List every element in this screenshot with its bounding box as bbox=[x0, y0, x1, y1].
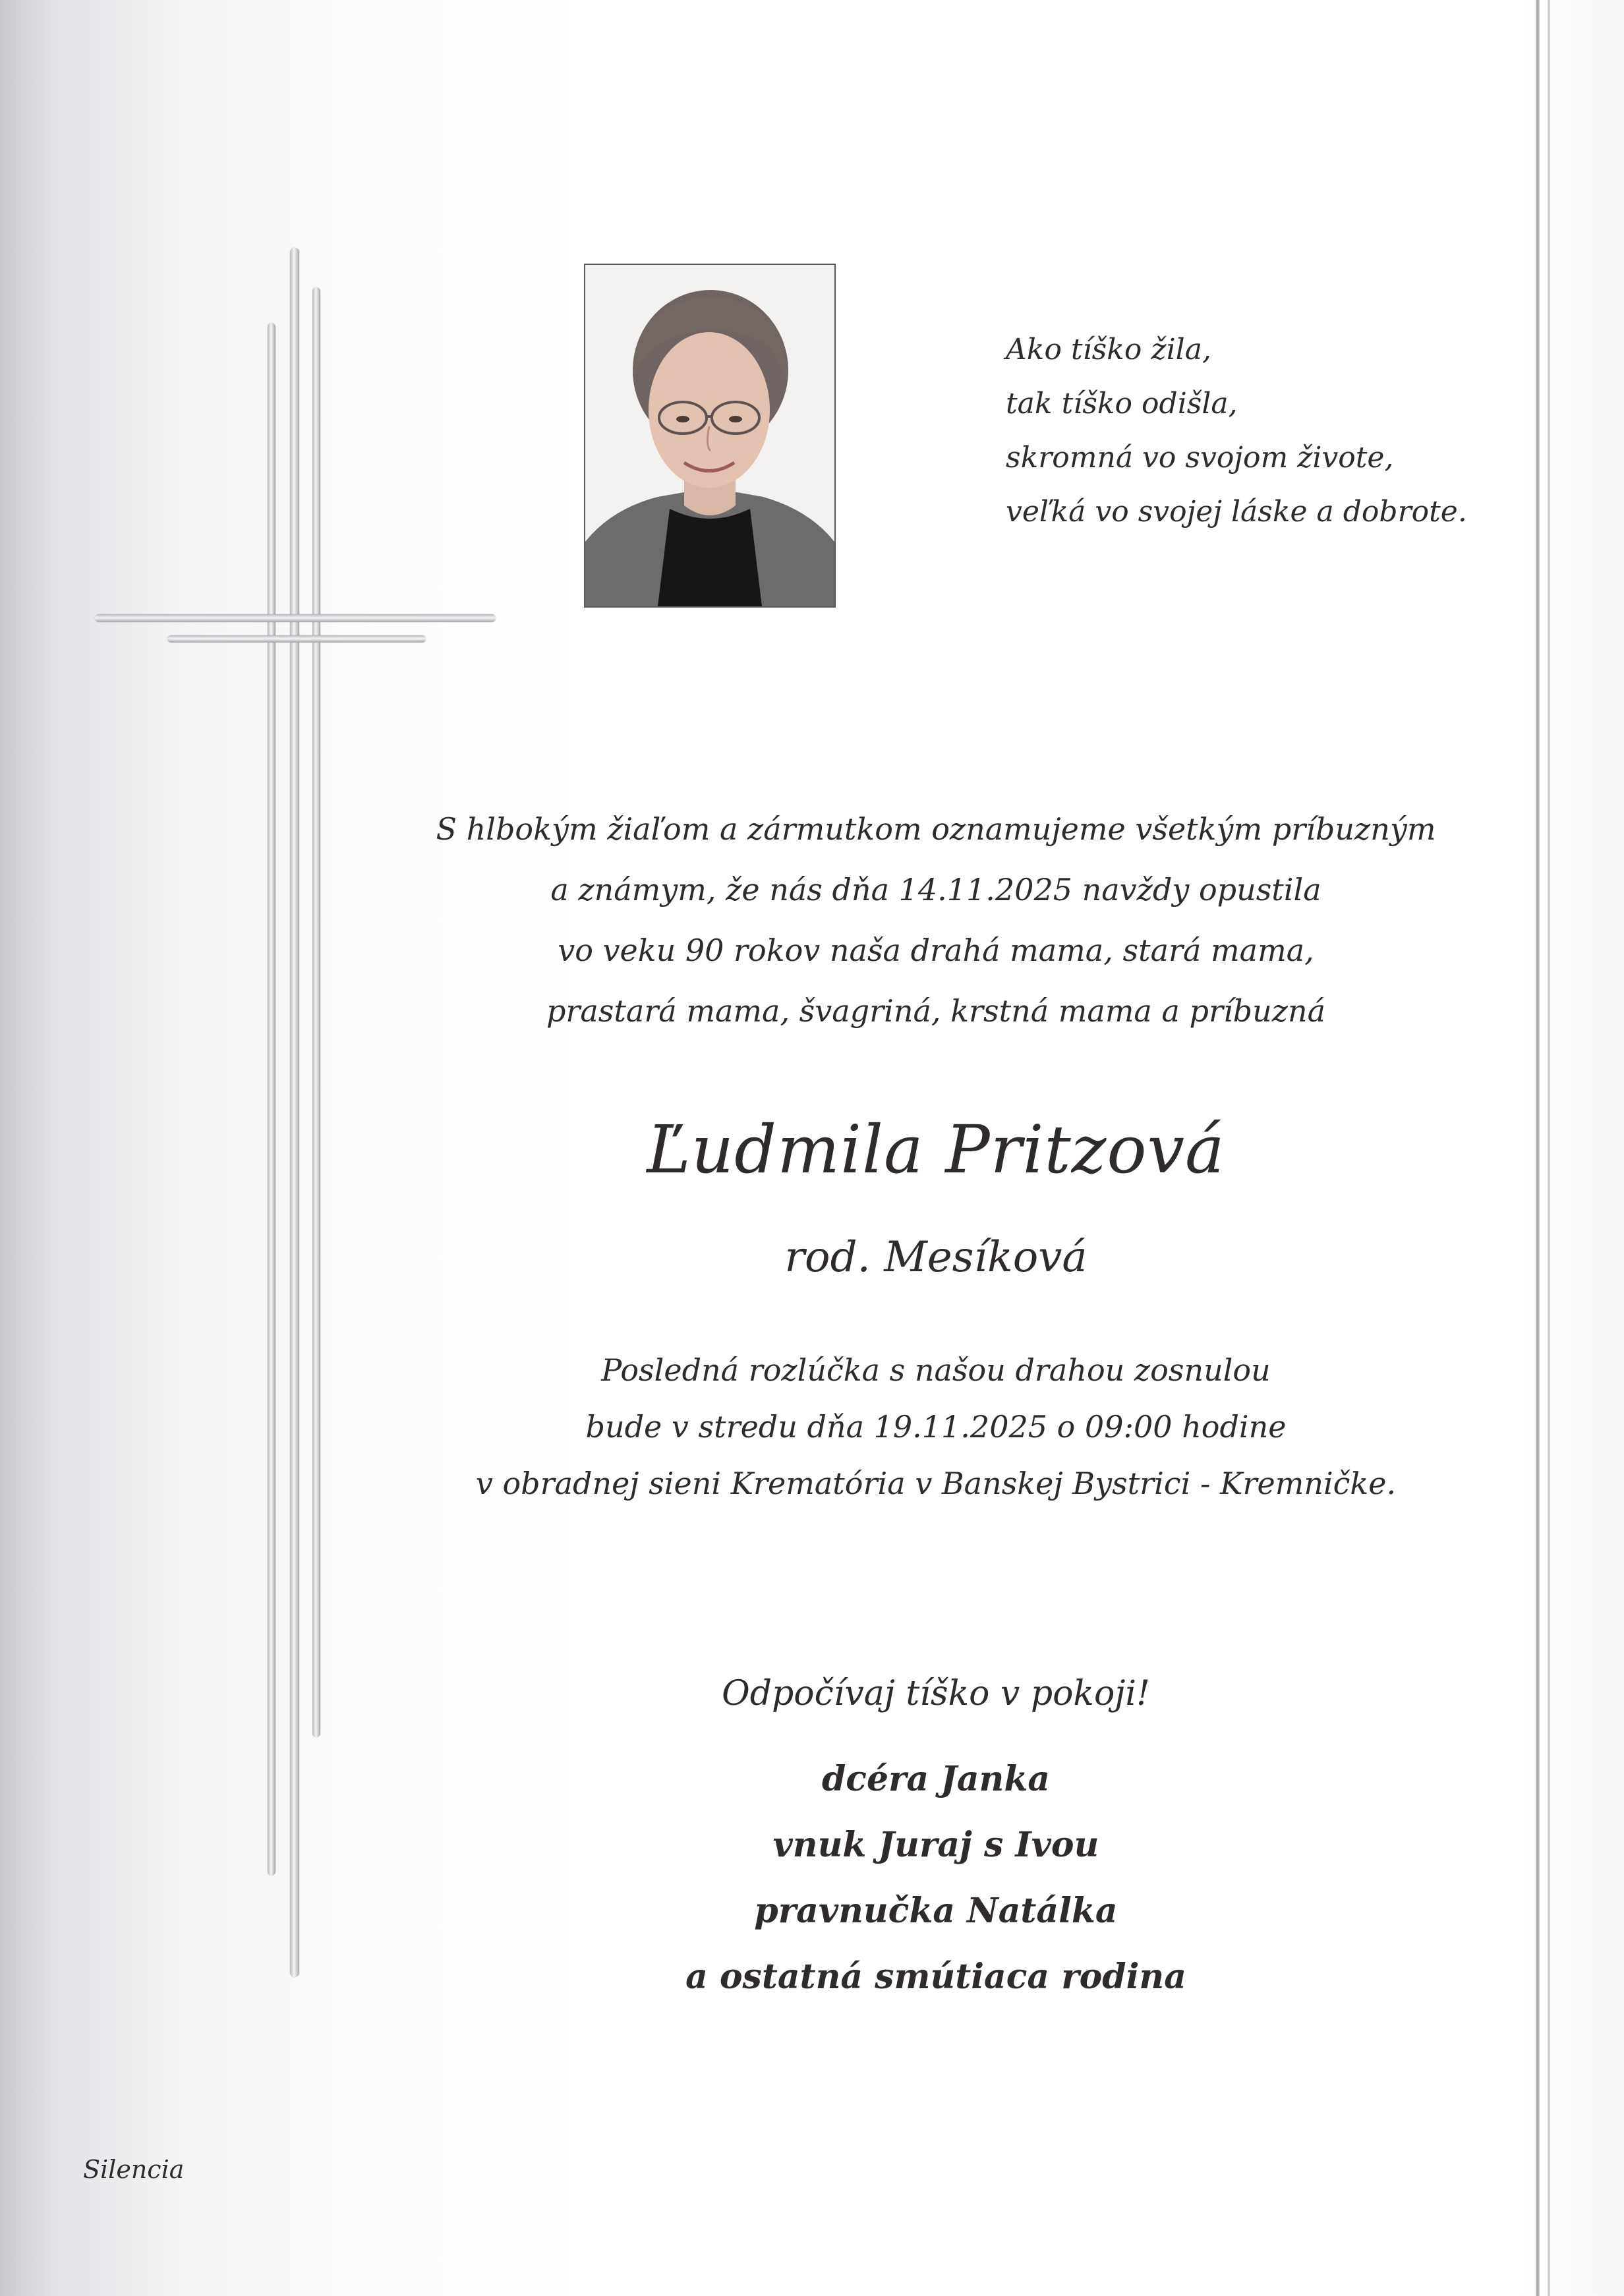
cross-vertical-bar-left bbox=[268, 323, 276, 1876]
announcement-text bbox=[369, 799, 1503, 1041]
cross-horizontal-bar-short bbox=[167, 635, 426, 643]
mourner-line: vnuk Juraj s Ivou bbox=[772, 1825, 1099, 1865]
announcement-line: a známym, že nás dňa 14.11.2025 navždy opustila bbox=[550, 872, 1321, 907]
maiden-name: rod. Mesíková bbox=[784, 1233, 1088, 1282]
motto-verse bbox=[1006, 323, 1507, 539]
announcement-line: S hlbokým žiaľom a zármutkom oznamujeme všetkým príbuzným bbox=[436, 811, 1436, 847]
farewell-line: bude v stredu dňa 19.11.2025 o 09:00 hodine bbox=[585, 1409, 1287, 1445]
deceased-name: Ľudmila Pritzová bbox=[647, 1111, 1225, 1188]
portrait-photo bbox=[584, 264, 836, 608]
cross-vertical-bar-main bbox=[290, 248, 299, 1977]
mourner-line: dcéra Janka bbox=[821, 1759, 1051, 1799]
farewell-details bbox=[369, 1342, 1503, 1512]
motto-line: skromná vo svojom živote, bbox=[1006, 441, 1394, 474]
right-edge-line-secondary bbox=[1548, 0, 1550, 2296]
mourners-list bbox=[369, 1746, 1503, 2010]
announcement-line: prastará mama, švagriná, krstná mama a príbuzná bbox=[546, 993, 1326, 1029]
motto-line: veľká vo svojej láske a dobrote. bbox=[1006, 495, 1467, 529]
rest-in-peace: Odpočívaj tíško v pokoji! bbox=[722, 1674, 1150, 1713]
cross-vertical-bar-right bbox=[312, 287, 320, 1737]
mourner-line: pravnučka Natálka bbox=[754, 1891, 1118, 1931]
mourner-line: a ostatná smútiaca rodina bbox=[685, 1957, 1186, 1997]
announcement-line: vo veku 90 rokov naša drahá mama, stará mama, bbox=[558, 933, 1314, 968]
farewell-line: Posledná rozlúčka s našou drahou zosnulou bbox=[601, 1352, 1271, 1388]
cross-horizontal-bar-long bbox=[95, 614, 496, 622]
right-edge-line bbox=[1536, 0, 1540, 2296]
motto-line: tak tíško odišla, bbox=[1006, 387, 1238, 420]
brand-label: Silencia bbox=[83, 2155, 185, 2184]
motto-line: Ako tíško žila, bbox=[1006, 333, 1211, 366]
farewell-line: v obradnej sieni Krematória v Banskej Bystrici - Kremničke. bbox=[475, 1466, 1397, 1501]
